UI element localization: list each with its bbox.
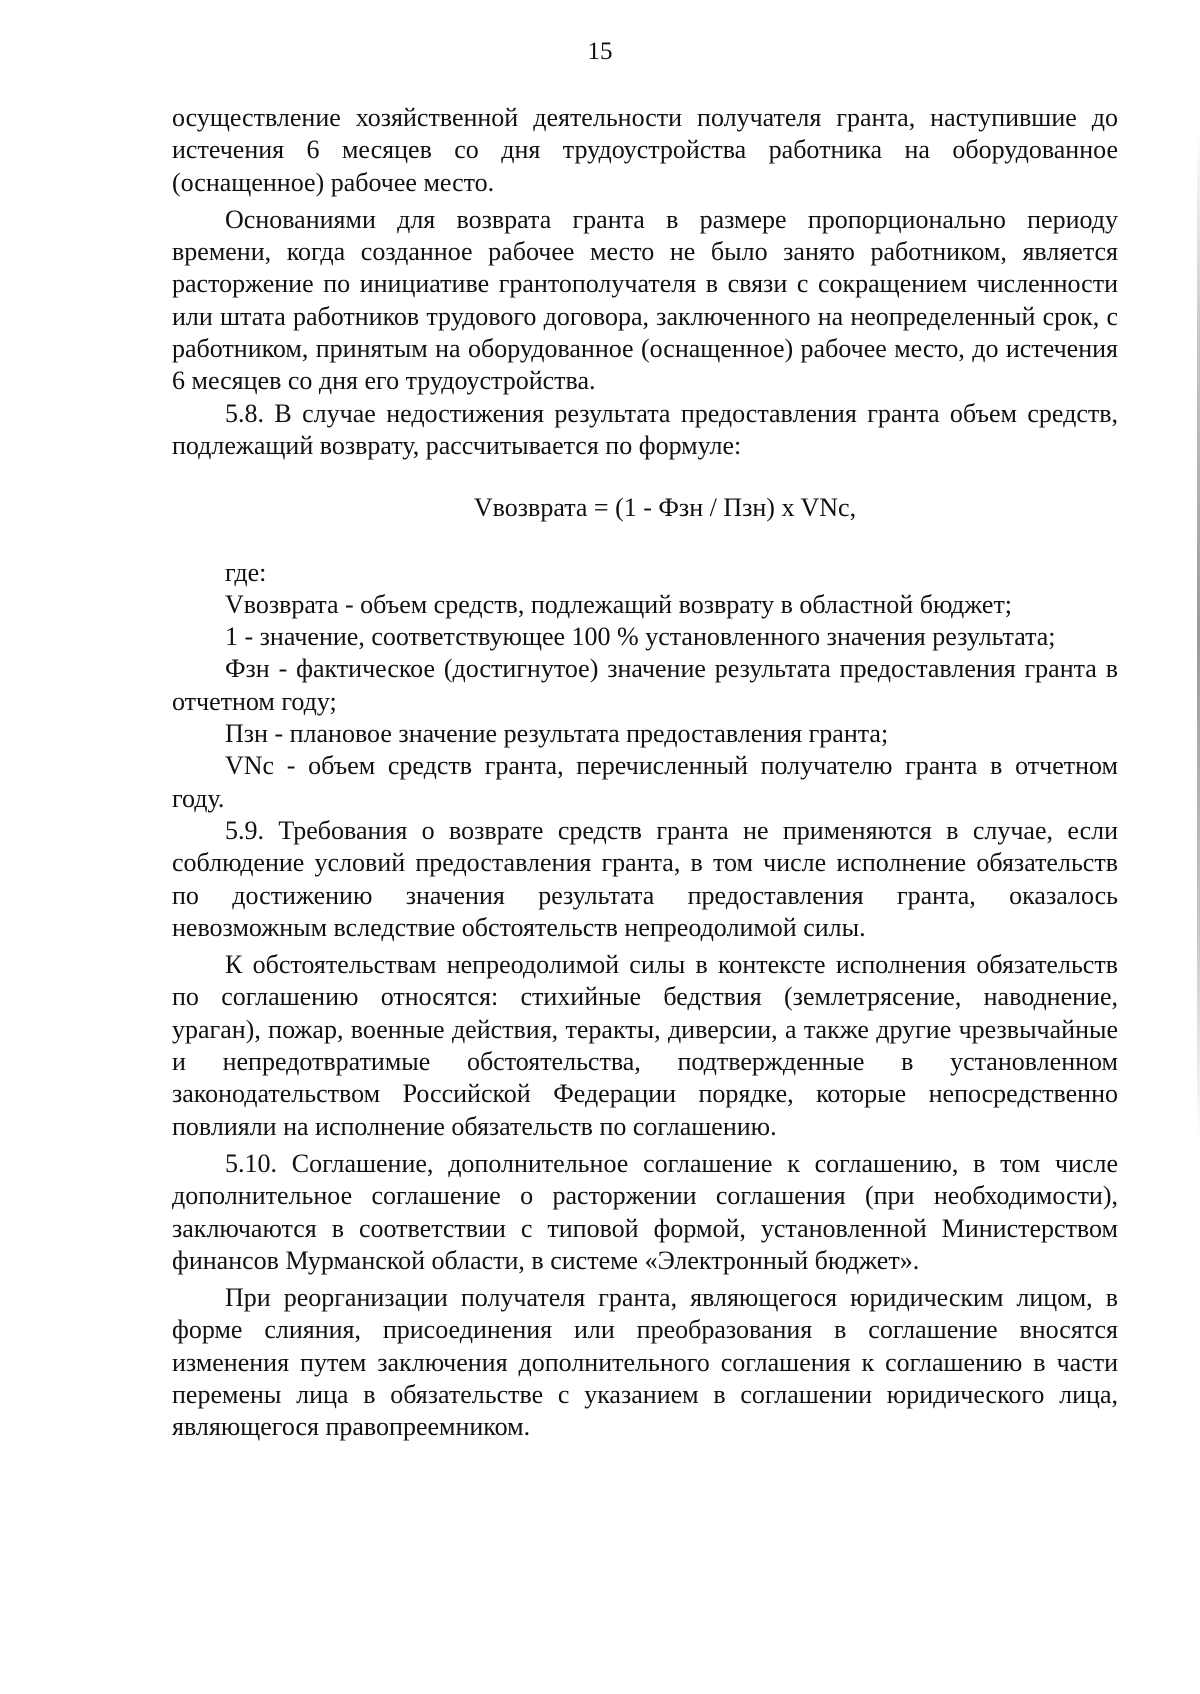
paragraph-5-9: 5.9. Требования о возврате средств гранта не применяются в случае, если соблюдение условий предоставления гранта, в том числе исполнение обязательств по достижению значения результата предоставления гранта, оказалось невозможным вследствие обстоятельств непреодолимой силы.: [172, 815, 1118, 942]
paragraph-return-grounds: Основаниями для возврата гранта в размере пропорционально периоду времени, когда созданное рабочее место не было занято работником, является расторжение по инициативе грантополучателя в связи с сокращением численности или штата работников трудового договора, заключенного на неопределенный срок, с работником, принятым на оборудованное (оснащенное) рабочее место, до истечения 6 месяцев со дня его трудоустройства.: [172, 204, 1118, 396]
page-number: 15: [587, 38, 613, 65]
document-body: [172, 102, 1118, 1444]
paragraph-5-8: 5.8. В случае недостижения результата предоставления гранта объем средств, подлежащий возврату, рассчитывается по формуле:: [172, 398, 1118, 460]
formula-definition-one: 1 - значение, соответствующее 100 % установленного значения результата;: [225, 622, 1056, 652]
paragraph-5-10: 5.10. Соглашение, дополнительное соглашение к соглашению, в том числе дополнительное соглашение о расторжении соглашения (при необходимости), заключаются в соответствии с типовой формой, установленной Министерством финансов Мурманской области, в системе «Электронный бюджет».: [172, 1148, 1118, 1275]
formula-where: где:: [225, 557, 267, 587]
formula-definition-pzn: Пзн - плановое значение результата предоставления гранта;: [225, 719, 889, 749]
formula-definition-vnc: VNc - объем средств гранта, перечисленный получателю гранта в отчетном году.: [172, 751, 1118, 813]
paragraph-force-majeure: К обстоятельствам непреодолимой силы в контексте исполнения обязательств по соглашению относятся: стихийные бедствия (землетрясение, наводнение, ураган), пожар, военные действия, теракты, диверсии, а также другие чрезвычайные и непредотвратимые обстоятельства, подтвержденные в установленном законодательством Российской Федерации порядке, которые непосредственно повлияли на исполнение обязательств по соглашению.: [172, 950, 1118, 1141]
formula-definition-v: Vвозврата - объем средств, подлежащий возврату в областной бюджет;: [225, 589, 1013, 619]
paragraph-continuation: осуществление хозяйственной деятельности получателя гранта, наступившие до истечения 6 месяцев со дня трудоустройства работника на оборудованное (оснащенное) рабочее место.: [172, 103, 1118, 197]
paragraph-reorganization: При реорганизации получателя гранта, являющегося юридическим лицом, в форме слияния, присоединения или преобразования в соглашение вносятся изменения путем заключения дополнительного соглашения к соглашению в части перемены лица в обязательстве с указанием в соглашении юридического лица, являющегося правопреемником.: [172, 1283, 1118, 1442]
formula-definition-fzn: Фзн - фактическое (достигнутое) значение результата предоставления гранта в отчетном году;: [172, 654, 1118, 716]
formula: Vвозврата = (1 - Фзн / Пзн) x VNc,: [473, 493, 857, 523]
